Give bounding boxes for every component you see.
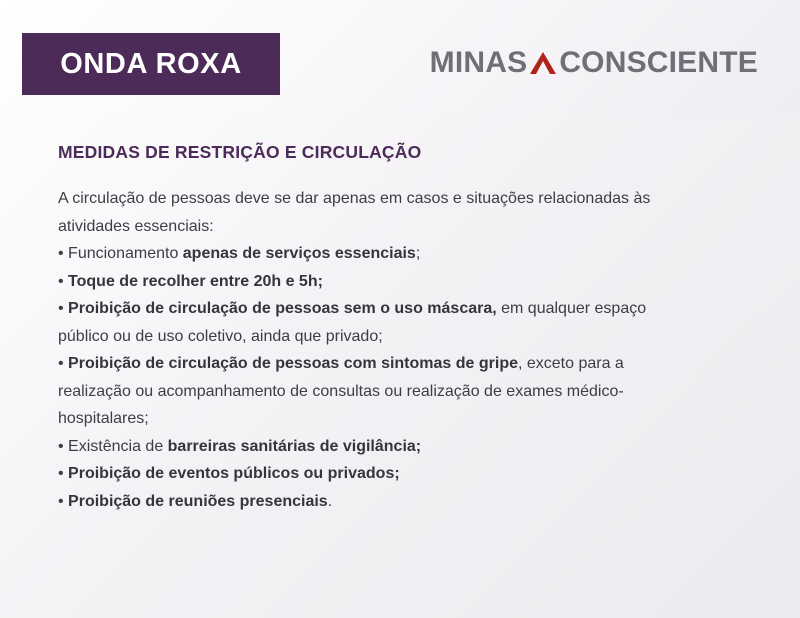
list-bullet: • [58, 272, 69, 290]
intro-paragraph: A circulação de pessoas deve se dar apenas em casos e situações relacionadas às atividades essenciais: [58, 190, 651, 235]
measures-list [58, 240, 760, 515]
list-item-strong: Proibição de circulação de pessoas com sintomas de gripe [68, 355, 518, 373]
list-item-post: , exceto para a realização ou acompanhamento de consultas ou realização de exames médico-hospitalares; [58, 355, 624, 428]
list-item-strong: barreiras sanitárias de vigilância; [167, 437, 422, 455]
list-item-post: . [327, 492, 333, 510]
list-item-post: ; [415, 245, 421, 263]
list-bullet: • [58, 437, 69, 455]
list-item [58, 488, 698, 516]
brand-word-right: CONSCIENTE [559, 46, 758, 79]
list-item-strong: Proibição de reuniões presenciais [68, 492, 328, 510]
list-item-pre: Funcionamento [68, 245, 183, 263]
list-item [58, 268, 698, 296]
section-title: MEDIDAS DE RESTRIÇÃO E CIRCULAÇÃO [58, 142, 422, 162]
list-item [58, 295, 698, 350]
wave-level-plate [22, 33, 280, 95]
header-band [0, 0, 800, 113]
list-item [58, 350, 698, 433]
brand-logo [430, 48, 758, 78]
list-item [58, 460, 698, 488]
list-item-strong: Toque de recolher entre 20h e 5h; [68, 272, 323, 290]
triangle-chevron-icon [528, 48, 558, 78]
brand-word-left: MINAS [429, 46, 528, 79]
list-item [58, 240, 698, 268]
list-bullet: • [58, 355, 69, 373]
list-item-post: em qualquer espaço público ou de uso coletivo, ainda que privado; [58, 300, 647, 345]
list-item-strong: Proibição de circulação de pessoas sem o uso máscara, [68, 300, 497, 318]
wave-level-label: ONDA ROXA [60, 47, 242, 80]
list-bullet: • [58, 245, 69, 263]
list-item [58, 433, 698, 461]
list-item-pre: Existência de [68, 437, 168, 455]
list-bullet: • [58, 465, 69, 483]
list-bullet: • [58, 300, 69, 318]
content-area [58, 142, 760, 515]
list-item-strong: Proibição de eventos públicos ou privados; [68, 465, 400, 483]
list-item-strong: apenas de serviços essenciais [182, 245, 416, 263]
list-bullet: • [58, 492, 69, 510]
